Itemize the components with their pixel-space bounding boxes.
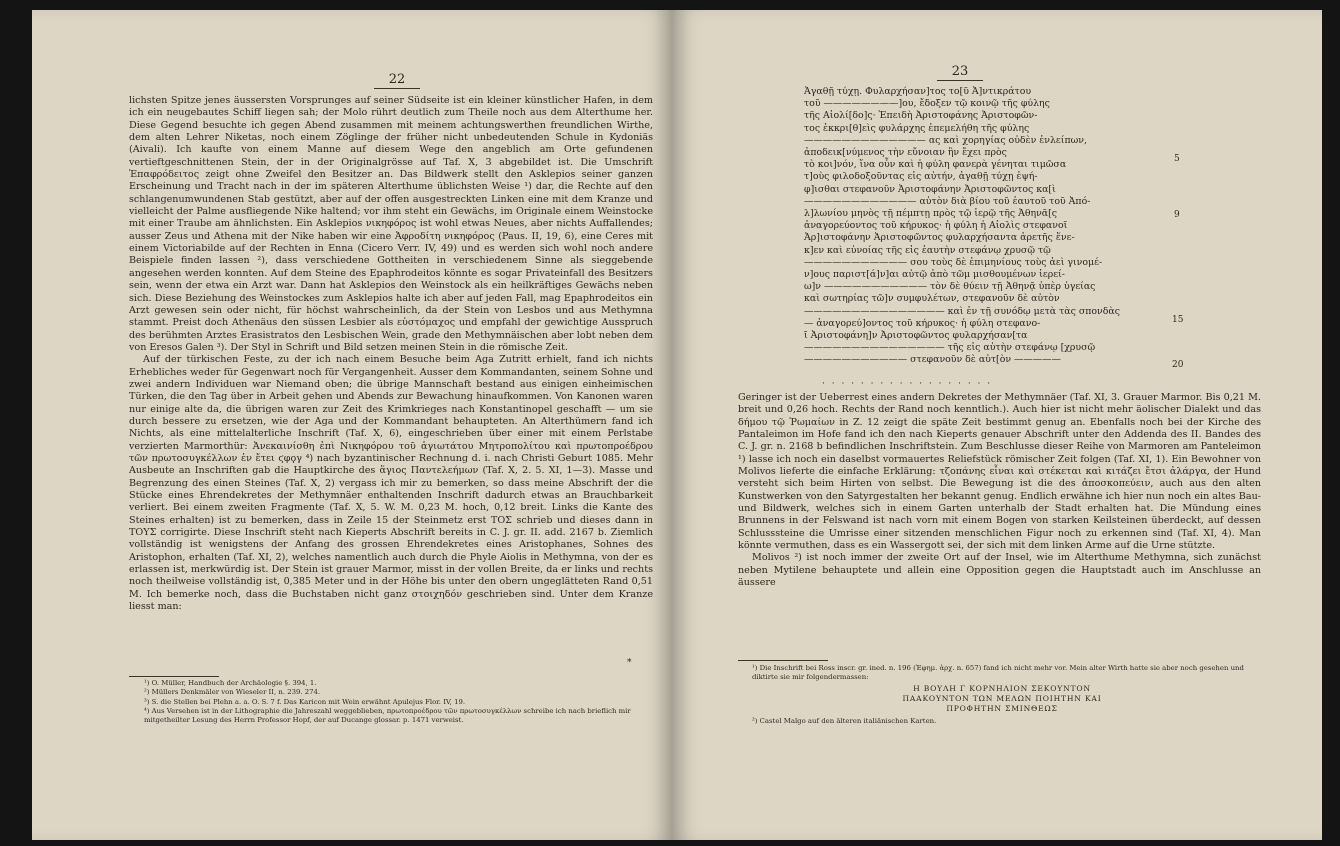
inscription-line: τοῦ ————————]ου, ἔδοξεν τῷ κοινῷ τῆς φύλης — [804, 98, 1050, 110]
inscription-line: ———————————— αὐτὸν διὰ βίου τοῦ ἑαυτοῦ τοῦ Ἀπό- — [804, 195, 1091, 207]
footnote-rule — [738, 660, 828, 661]
paragraph: Molivos ²) ist noch immer der zweite Ort auf der Insel, wie im Alterthume Methymna, sich zunächst neben Mytilene behauptete und allein eine Opposition gegen die Hauptstadt auch im Anschlusse an äussere — [738, 552, 1261, 589]
section-mark: * — [627, 658, 632, 668]
footnote: ¹) Die Inschrift bei Ross inscr. gr. ined. n. 196 (Ἐφημ. ἀρχ. n. 657) fand ich nicht mehr vor. Mein alter Wirth hatte sie aber noch gesehen und diktirte sie mir folgendermassen: — [752, 664, 1244, 682]
line-number: 20 — [1172, 360, 1184, 370]
inscription-line: ——————————— στεφανοῦν δὲ αὐτ[ὸν ————— — [804, 354, 1061, 366]
inscription-line: Ἀγαθῇ τύχῃ. Φυλαρχήσαν]τος το[ῦ Ἀ]ντικράτου — [804, 86, 1032, 97]
inscription-line: ω]ν ——————————— τὸν δὲ θύειν τῇ Ἀθηνᾷ ὑπὲρ ὑγείας — [804, 281, 1096, 293]
left-page — [32, 10, 672, 840]
inscription-line: φ]ισθαι στεφανοῦν Ἀριστοφάνην Ἀριστοφῶντος κα[ὶ — [804, 183, 1056, 195]
page-number: 22 — [367, 72, 427, 89]
inscription-line: ——————————— σου τοὺς δὲ ἐπιμηνίους τοὺς ἀεὶ γινομέ- — [804, 256, 1103, 268]
caps-line: Η ΒΟΥΛΗ Γ ΚΟΡΝΗΛΙΟΝ ΣΕΚΟΥΝΤΟΝ — [913, 684, 1091, 693]
paragraph: lichsten Spitze jenes äussersten Vorsprunges auf seiner Südseite ist ein kleiner künstlicher Hafen, in dem ich ein neugebautes Schiff liegen sah; der Molo rührt deutlich zum Theile noch aus dem Alterthume her. Diese Gegend besuchte ich gegen Abend zusammen mit meinem achtungswerthen freundlichen Wirthe, dem alten Lehrer Niketas, noch einem Zöglinge der früher nicht unbedeutenden Schule in Kydoniäs (Aivali). Ich kaufte von einem Manne auf diesem Wege den angeblich am Orte gefundenen vertieftgeschnittenen Stein, der in der Originalgrösse auf Taf. X, 3 abgebildet ist. Die Umschrift Ἐπαφρόδειτος zeigt ohne Zweifel den Besitzer an. Das Bildwerk stellt den Asklepios seiner ganzen Erscheinung und Tracht nach in der im späteren Alterthume üblichsten Weise ¹) dar, die Rechte auf den schlangenumwundenen Stab gestützt, aber auf der offen ausgestreckten Linken eine mit dem Kranze und vielleicht der Palme ausfliegende Nike haltend; vor ihm steht ein Gewächs, im Originale einem Weinstocke mit einer Traube am ähnlichsten. Ein Asklepios νικηφόρος ist wohl etwas Neues, aber nichts Auffallendes; ausser Zeus und Athena mit der Nike haben wir eine Ἀφροδίτη νικηφόρος (Paus. II, 19, 6), eine Ceres mit einem Victoriabilde auf der Rechten in Enna (Cicero Verr. IV, 49) und es werden sich wohl noch andere Beispiele finden lassen ²), dass verschiedene Gottheiten in verschiedenem Sinne als sieggebende angesehen werden konnten. Auf dem Steine des Epaphrodeitos könnte es sogar Privateinfall des Besitzers sein, wenn der etwa ein Arzt war. Dann hat Asklepios den Weinstock als ein heilkräftiges Gewächs neben sich. Diese Beziehung des Weinstockes zum Asklepios halte ich aber auf jeden Fall, mag Epaphrodeitos ein Arzt gewesen sein oder nicht, für höchst wahrscheinlich, da der Stein von Lesbos und aus Methymna stammt. Preist doch Athenäus den süssen Lesbier als εὐστόμαχος und empfahl der gewichtige Ausspruch des berühmten Arztes Erasistratos den Lesbischen Wein, grade den Methymnäischen aber lobt neben dem von Eresos Galen ³). Der Styl in Schrift und Bild setzen meinen Stein in die römische Zeit. — [129, 95, 653, 353]
footnote-inscription — [822, 684, 1182, 714]
right-page — [672, 10, 1322, 840]
inscription-line: τος ἐκκρι[θ]εὶς φυλάρχης ἐπεμελήθη τῆς φύλης — [804, 122, 1030, 134]
inscription-line: ——————————————— τῆς εἰς αὐτὴν στεφάνῳ [χρυσῷ — [804, 342, 1096, 354]
inscription-line: Ἀρ]ιστοφάνην Ἀριστοφῶντος φυλαρχήσαντα ἀρετῆς ἕνε- — [804, 232, 1075, 244]
caps-line: ΠΡΟΦΗΤΗΝ ΣΜΙΝΘΕΩΣ — [946, 704, 1058, 713]
dots-row: · · · · · · · · · · · · · · · · · · — [822, 379, 993, 389]
footnote-rule — [129, 676, 219, 677]
inscription — [804, 86, 1144, 367]
paragraph: Geringer ist der Ueberrest eines andern Dekretes der Methymnäer (Taf. XI, 3. Grauer Marmor. Bis 0,21 M. breit und 0,26 hoch. Rechts der Rand noch kenntlich.). Auch hier ist nicht mehr äolischer Dialekt und das δήμου τῷ Ῥωμαίων in Z. 12 zeigt die späte Zeit bestimmt genug an. Ebenfalls noch bei der Kirche des Pantaleimon im Hofe fand ich den nach Kieperts genauer Abschrift unter den Addenda des II. Bandes des C. J. gr. n. 2168 b befindlichen Inschriftstein. Zum Beschlusse dieser Reihe von Marmoren am Panteleimon ¹) lasse ich noch ein daselbst vormauertes Reliefstück römischer Zeit folgen (Taf. XI, 1). Ein Bewohner von Molivos lieferte die einfache Erklärung: τζοπάνης εἶναι καὶ στέκεται καὶ κιτάζει ἔτσι ἀλάργα, der Hund versteht sich beim Hirten von selbst. Die Bewegung ist die des ἀποσκοπεύειν, auch aus den alten Kunstwerken von den Satyrgestalten her bekannt genug. Endlich erwähne ich hier nun noch ein altes Bau- und Bildwerk, welches sich in einem Garten unterhalb der Stadt erhalten hat. Die Mündung eines Brunnens in der Felswand ist nach vorn mit einem Bogen von starken Keilsteinen überdeckt, auf dessen Schlusssteine die Umrisse einer sitzenden menschlichen Figur noch zu erkennen sind (Taf. XI, 4). Man könnte vermuthen, dass es ein Wassergott sei, der sich mit dem linken Arme auf die Urne stützte. — [738, 392, 1261, 552]
inscription-line: ἀποδεικ[νύμενος τὴν εὔνοιαν ἣν ἔχει πρὸς — [804, 147, 1007, 159]
inscription-line: ῖ Ἀριστοφάνη]ν Ἀριστοφῶντος φυλαρχήσαν[τα — [804, 330, 1028, 342]
inscription-line: — ἀναγορεύ]οντος τοῦ κήρυκος· ἡ φύλη στεφανο- — [804, 317, 1041, 329]
inscription-line: τὸ κοι]νόν, ἵνα οὖν καὶ ἡ φύλη φανερὰ γένηται τιμῶσα — [804, 159, 1067, 171]
inscription-line: ——————————————— καὶ ἐν τῇ συνόδῳ μετὰ τὰς σπονδὰς — [804, 305, 1120, 317]
line-number: 9 — [1174, 210, 1180, 220]
footnote: ⁴) Aus Versehen ist in der Lithographie die Jahreszahl weggeblieben, πρωτοπροέδρου τῶν πρωτοσυγκέλλων schreibe ich nach brieflich mir mitgetheilter Lesung des Herrn Professor Hopf, der auf Ducange glossar. p. 1471 verweist. — [144, 706, 631, 725]
inscription-line: ἀναγορεύοντος τοῦ κήρυκος· ἡ φύλη ἡ Αἰολὶς στεφανοῖ — [804, 220, 1068, 232]
inscription-line: τῆς Αἰολί[δο]ς· Ἐπειδὴ Ἀριστοφάνης Ἀριστοφῶν- — [804, 110, 1038, 122]
footnote: ¹) O. Müller, Handbuch der Archäologie §. 394, 1. — [144, 679, 317, 687]
inscription-line: κ]εν καὶ εὐνοίας τῆς εἰς ἑαυτὴν στεφάνῳ χρυσῷ τῷ — [804, 244, 1051, 256]
footnote: ²) Castel Malgo auf den älteren italiänischen Karten. — [752, 717, 937, 725]
main-text — [129, 95, 653, 613]
inscription-line: ————————————— ας καὶ χορηγίας οὐδὲν ἐνλείπων, — [804, 134, 1087, 146]
inscription-line: λ]λωνίου μηνὸς τῇ πέμπτῃ πρὸς τῷ ἱερῷ τῆς Ἀθηνᾶ[ς — [804, 208, 1058, 220]
inscription-line: καὶ σωτηρίας τῶ]ν συμφυλέτων, στεφανοῦν δὲ αὐτὸν — [804, 293, 1060, 305]
page-number: 23 — [930, 64, 990, 81]
inscription-line: ν]ους παριστ[ά]ν]αι αὐτῷ ἀπὸ τῶμ μισθουμένων ἱερεί- — [804, 269, 1065, 281]
footnote: ³) S. die Stellen bei Plehn a. a. O. S. 7 f. Das Karicon mit Wein erwähnt Apulejus Flor. IV, 19. — [144, 697, 466, 706]
line-number: 15 — [1172, 315, 1184, 325]
footnotes — [144, 679, 654, 725]
line-number: 5 — [1174, 154, 1180, 164]
paragraph: Auf der türkischen Feste, zu der ich nach einem Besuche beim Aga Zutritt erhielt, fand ich nichts Erhebliches weder für Gegenwart noch für Vergangenheit. Ausser dem Kommandanten, seinem Sohne und zwei andern Individuen war Niemand oben; die übrige Mannschaft bestand aus einigen einheimischen Türken, die den Tag über in Arbeit gehen und Abends zur Bewachung hinaufkommen. Von Kanonen waren nur einige alte da, die übrigen waren zur Zeit des Krimkrieges nach Konstantinopel geschafft — um sie durch bessere zu ersetzen, wie der Aga und der Kommandant behaupteten. An Alterthümern fand ich Nichts, als eine mittelalterliche Inschrift (Taf. X, 6), eingeschrieben über einer mit einem Perlstabe verzierten Marmorthür: Ἀνεκαινίσθη ἐπὶ Νικηφόρου τοῦ ἁγιωτάτου Μητροπολίτου καὶ πρωτοπροέδρου τῶν πρωτοσυγκέλλων ἐν ἔτει ϛφϙγ ⁴) nach byzantinischer Rechnung d. i. nach Christi Geburt 1085. Mehr Ausbeute an Inschriften gab die Hauptkirche des ἅγιος Παντελεήμων (Taf. X, 2. 5. XI, 1—3). Masse und Begrenzung des einen Steines (Taf. X, 2) vergass ich mir zu bemerken, so dass meine Abschrift der die Stücke eines Ehrendekretes der Methymnäer enthaltenden Inschrift dadurch etwas an Brauchbarkeit verliert. Bei einem zweiten Fragmente (Taf. X, 5. W. M. 0,23 M. hoch, 0,12 breit. Links die Kante des Steines erhalten) ist zu bemerken, dass in Zeile 15 der Steinmetz erst ΤΟΣ schrieb und dieses dann in ΤΟΥΣ corrigirte. Diese Inschrift steht nach Kieperts Abschrift bereits in C. J. gr. II. add. 2167 b. Ziemlich vollständig ist wenigstens der Anfang des grossen Ehrendekretes eines Aristophanes, Sohnes des Aristophon, erhalten (Taf. XI, 2), welches namentlich auch durch die Phyle Aiolis in Methymna, von der es erlassen ist, merkwürdig ist. Der Stein ist grauer Marmor, misst in der vollen Breite, da er links und rechts noch theilweise vollständig ist, 0,385 Meter und in der Höhe bis unter den obern ungeglätteten Rand 0,51 M. Ich bemerke noch, dass die Buchstaben nicht ganz στοιχηδόν geschrieben sind. Unter dem Kranze liesst man: — [129, 354, 653, 613]
inscription-line: τ]οὺς φιλοδοξοῦντας εἰς αὐτήν, ἀγαθῇ τύχῃ ἐψή- — [804, 171, 1038, 183]
footnote: ²) Müllers Denkmäler von Wieseler II, n. 239. 274. — [144, 688, 321, 697]
main-text — [738, 392, 1261, 590]
caps-line: ΠΑΑΚΟΥΝΤΟΝ ΤΩΝ ΜΕΛΩΝ ΠΟΙΗΤΗΝ ΚΑΙ — [902, 694, 1102, 703]
